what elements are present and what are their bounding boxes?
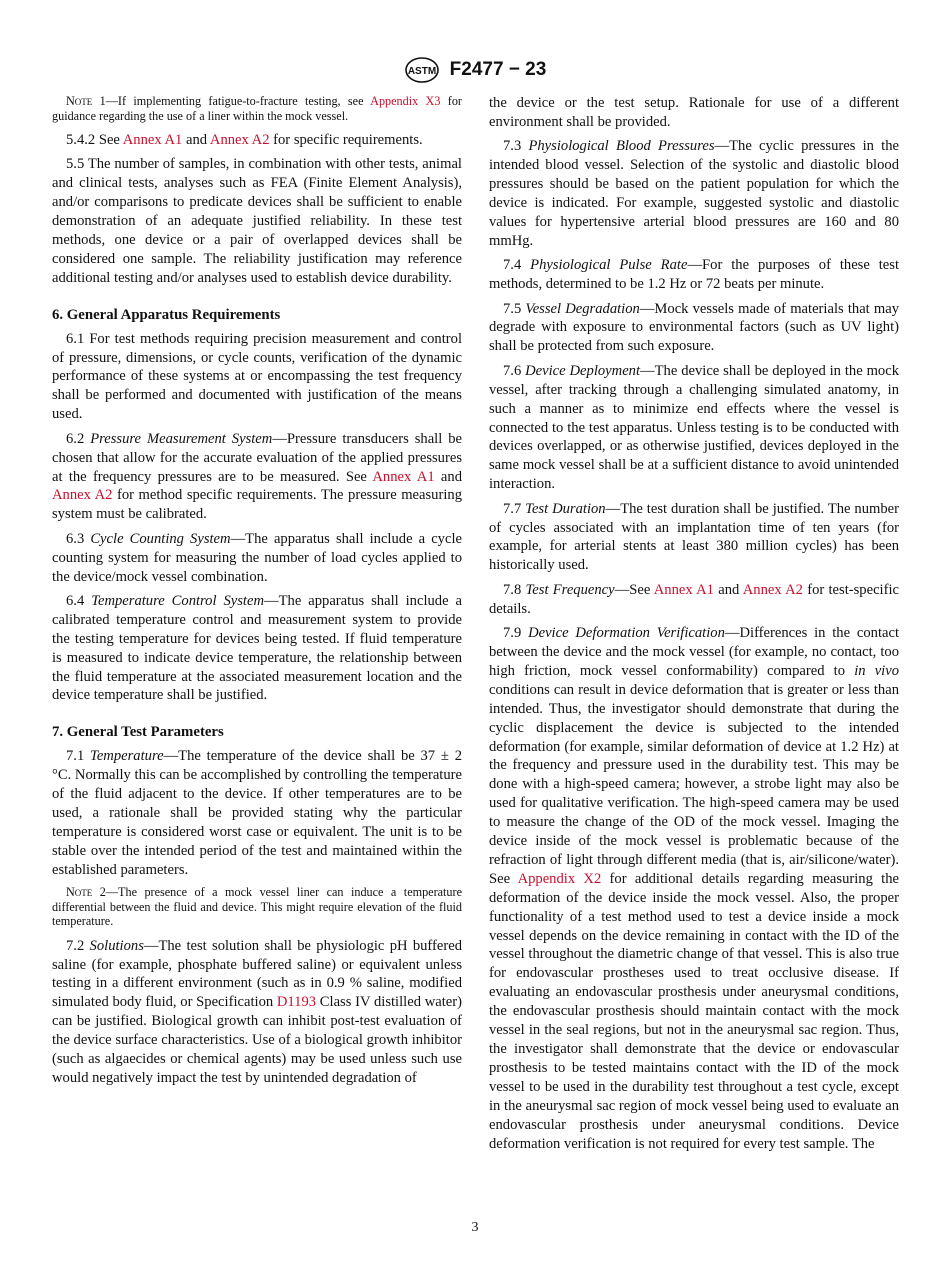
- text-run: 7.8: [503, 581, 526, 598]
- note: [52, 94, 462, 123]
- italic-term: Device Deployment: [525, 362, 641, 379]
- text-run: 7. General Test Parameters: [52, 724, 224, 741]
- italic-term: Physiological Pulse Rate: [530, 257, 688, 274]
- astm-logo-icon: [404, 56, 440, 84]
- text-run: —The test solution shall be physiologic pH buffered saline (for example, phosphate buffered saline) or equivalent unless testing in a different environment (such as in 0.9 % saline, modified simulated body fluid, or Specification: [52, 937, 462, 1011]
- section-heading: [52, 723, 462, 742]
- text-run: —The device shall be deployed in the mock vessel, after tracking through a challenging simulated anatomy, in such a manner as to minimize end effects where the vessel is connected to the test apparatus. Unless testing is to be conducted with devices overlapped, or as otherwise justified, devices deployed in the same mock vessel shall be at a sufficient distance to avoid unintended interaction.: [489, 362, 899, 493]
- text-run: 6.2: [66, 430, 91, 447]
- italic-term: Cycle Counting System: [90, 530, 231, 547]
- text-run: for guidance regarding the use of a liner within the mock vessel.: [52, 94, 462, 123]
- text-run: Class IV distilled water) can be justified. Biological growth can inhibit post-test evaluation of the device surface characteristics. Use of a biological growth inhibitor (such as algaecides or chemical agents) may be used unless such use would negatively impact the test by unintended degradation of: [52, 994, 462, 1086]
- italic-term: in vivo: [854, 662, 899, 679]
- note: [52, 885, 462, 929]
- text-run: 6.4: [66, 592, 92, 609]
- paragraph: [52, 131, 462, 150]
- text-run: —The temperature of the device shall be 37 ± 2 °C. Normally this can be accomplished by controlling the temperature of the fluid adjacent to the device. If other temperatures are to be used, a rationale shall be provided stating why the particular temperature is considered worst case or equivalent. The unit is to be stable over the intended period of the test and maintained within the established parameters.: [52, 748, 463, 878]
- paragraph: [52, 530, 462, 587]
- text-run: for additional details regarding measuring the deformation of the device inside the mock vessel. Also, the proper functionality of a test method used to test a device inside a mock vessel depends on the device remaining in contact with the ID of the vessel throughout the diametric change of that vessel. This is also true for endovascular prostheses used to treat occlusive disease. If evaluating an endovascular prosthesis under aneurysmal conditions, the endovascular prosthesis should maintain contact with the mock vessel in the seal regions, but not in the aneurysmal sac region. Thus, the investigator shall demonstrate that the device or endovascular prosthesis to be tested maintains contact with the ID of the mock vessel to be used in the durability test throughout a test cycle, except in the aneurysmal sac region of mock vessel being used to evaluate an endovascular prosthesis under aneurysmal conditions. Device deformation verification is not required for every test sample. The: [489, 870, 899, 1152]
- text-run: 7.1: [66, 748, 91, 765]
- note-label: Note 2: [66, 885, 106, 900]
- text-run: 7.2: [66, 937, 90, 954]
- paragraph: [489, 581, 899, 619]
- paragraph: [52, 155, 462, 287]
- text-run: —Pressure transducers shall be chosen that allow for the accurate evaluation of the applied pressures at the frequency pressures are to be measured. See: [52, 430, 463, 485]
- cross-reference-link[interactable]: Annex A2: [209, 132, 270, 148]
- text-run: and: [713, 581, 743, 598]
- paragraph: [52, 937, 462, 1088]
- italic-term: Pressure Measurement System: [90, 430, 273, 447]
- note-label: Note 1: [66, 94, 106, 108]
- text-run: 5.4.2 See: [66, 132, 123, 148]
- paragraph: [489, 94, 899, 132]
- text-run: 7.5: [503, 300, 526, 317]
- text-run: 7.3: [503, 138, 529, 155]
- text-run: 7.7: [503, 500, 526, 517]
- italic-term: Test Duration: [525, 500, 606, 517]
- text-run: —Mock vessels made of materials that may degrade with exposure to environmental factors (such as UV light) shall be protected from such exposure.: [489, 300, 900, 355]
- text-run: and: [182, 132, 210, 148]
- text-run: for test-specific details.: [489, 581, 899, 617]
- italic-term: Solutions: [89, 937, 144, 954]
- text-run: —The apparatus shall include a calibrated temperature control and measurement system to provide the testing temperature for devices being tested. If fluid temperature is measured to indicate device temperature, the relationship between the fluid temperature at the associated measurement location and the device temperature shall be justified.: [52, 592, 463, 704]
- cross-reference-link[interactable]: Appendix X2: [517, 870, 602, 887]
- page-header: [0, 56, 950, 84]
- paragraph: [489, 256, 899, 294]
- text-run: —For the purposes of these test methods, determined to be 1.2 Hz or 72 beats per minute.: [489, 257, 900, 293]
- text-run: 6.3: [66, 530, 91, 547]
- paragraph: [489, 137, 899, 250]
- text-run: —See: [614, 581, 654, 598]
- text-run: 6. General Apparatus Requirements: [52, 306, 281, 323]
- right-column: [489, 94, 899, 1159]
- text-run: the device or the test setup. Rationale for use of a different environment shall be provided.: [489, 95, 899, 130]
- page-number: 3: [471, 1220, 479, 1235]
- paragraph: [489, 362, 899, 494]
- cross-reference-link[interactable]: Annex A2: [52, 487, 113, 504]
- text-run: and: [434, 468, 462, 485]
- text-run: 6.1 For test methods requiring precision measurement and control of pressure, dimensions, or cycle counts, verification of the dynamic performance of these systems at or encompassing the test frequency shall be performed and documented with justification of the means used.: [52, 330, 462, 423]
- italic-term: Device Deformation Verification: [528, 625, 725, 642]
- text-run: —The presence of a mock vessel liner can induce a temperature differential between the fluid and device. This might require elevation of the fluid temperature.: [52, 885, 462, 929]
- cross-reference-link[interactable]: D1193: [276, 994, 317, 1011]
- cross-reference-link[interactable]: Annex A1: [372, 468, 435, 485]
- paragraph: [52, 592, 462, 705]
- italic-term: Temperature: [90, 748, 164, 765]
- text-run: —The test duration shall be justified. The number of cycles associated with an implantation time of ten years (for example, for arterial stents at least 380 million cycles) has been historically used.: [489, 500, 900, 574]
- text-run: 7.9: [503, 625, 529, 642]
- text-run: 7.6: [503, 362, 526, 379]
- paragraph: [52, 747, 462, 879]
- text-run: 5.5 The number of samples, in combination with other tests, animal and clinical tests, analyses such as FEA (Finite Element Analysis), and/or comparisons to predicate devices shall be sufficient to enable demonstration of an adequate justified reliability. In these test methods, one device or a pair of overlapped devices shall be considered one sample. The reliability justification may reference additional testing and/or analyses used to establish device durability.: [52, 156, 462, 286]
- document-id: F2477 − 23: [449, 59, 547, 80]
- text-run: —The cyclic pressures in the intended blood vessel. Selection of the systolic and diastolic blood pressures should be based on the patient population for which the device is indicated. For example, suggested systolic and diastolic values for hypertensive arterial blood pressures are 160 and 80 mmHg.: [489, 138, 900, 249]
- italic-term: Test Frequency: [525, 581, 615, 598]
- text-run: —The apparatus shall include a cycle counting system for measuring the number of load cycles applied to the device/mock vessel combination.: [52, 530, 462, 585]
- italic-term: Physiological Blood Pressures: [528, 138, 715, 155]
- left-column: [52, 94, 462, 1093]
- paragraph: [52, 430, 462, 525]
- text-run: —Differences in the contact between the device and the mock vessel (for example, no contact, too high friction, mock vessel conformability) compared to: [489, 625, 900, 679]
- text-run: —If implementing fatigue-to-fracture testing, see: [105, 94, 371, 108]
- text-run: for specific requirements.: [269, 132, 423, 148]
- text-run: conditions can result in device deformation that is greater or less than intended. Thus, the investigator should demonstrate that during the cyclic displacement the device is subjected to the intended deformation (for example, similar deformation of device at 1.2 Hz) at the frequency and pressure used in the durability test. This may be done with a high-speed camera; however, a strobe light may also be used for qualitative verification. The high-speed camera may be used to measure the change of the OD of the mock vessel. Imaging the device inside of the mock vessel is problematic because of the refraction of light through different media (that is, air/silicone/water). See: [489, 681, 899, 887]
- cross-reference-link[interactable]: Annex A1: [653, 581, 714, 598]
- text-run: 7.4: [503, 257, 531, 274]
- paragraph: [489, 624, 899, 1153]
- cross-reference-link[interactable]: Annex A2: [742, 581, 803, 598]
- italic-term: Vessel Degradation: [525, 300, 640, 317]
- svg-text:ASTM: ASTM: [407, 66, 436, 77]
- italic-term: Temperature Control System: [91, 592, 265, 609]
- cross-reference-link[interactable]: Annex A1: [122, 132, 183, 148]
- section-heading: [52, 306, 462, 325]
- paragraph: [52, 330, 462, 425]
- paragraph: [489, 500, 899, 576]
- text-run: for method specific requirements. The pressure measuring system must be calibrated.: [52, 487, 462, 523]
- paragraph: [489, 300, 899, 357]
- cross-reference-link[interactable]: Appendix X3: [370, 94, 441, 108]
